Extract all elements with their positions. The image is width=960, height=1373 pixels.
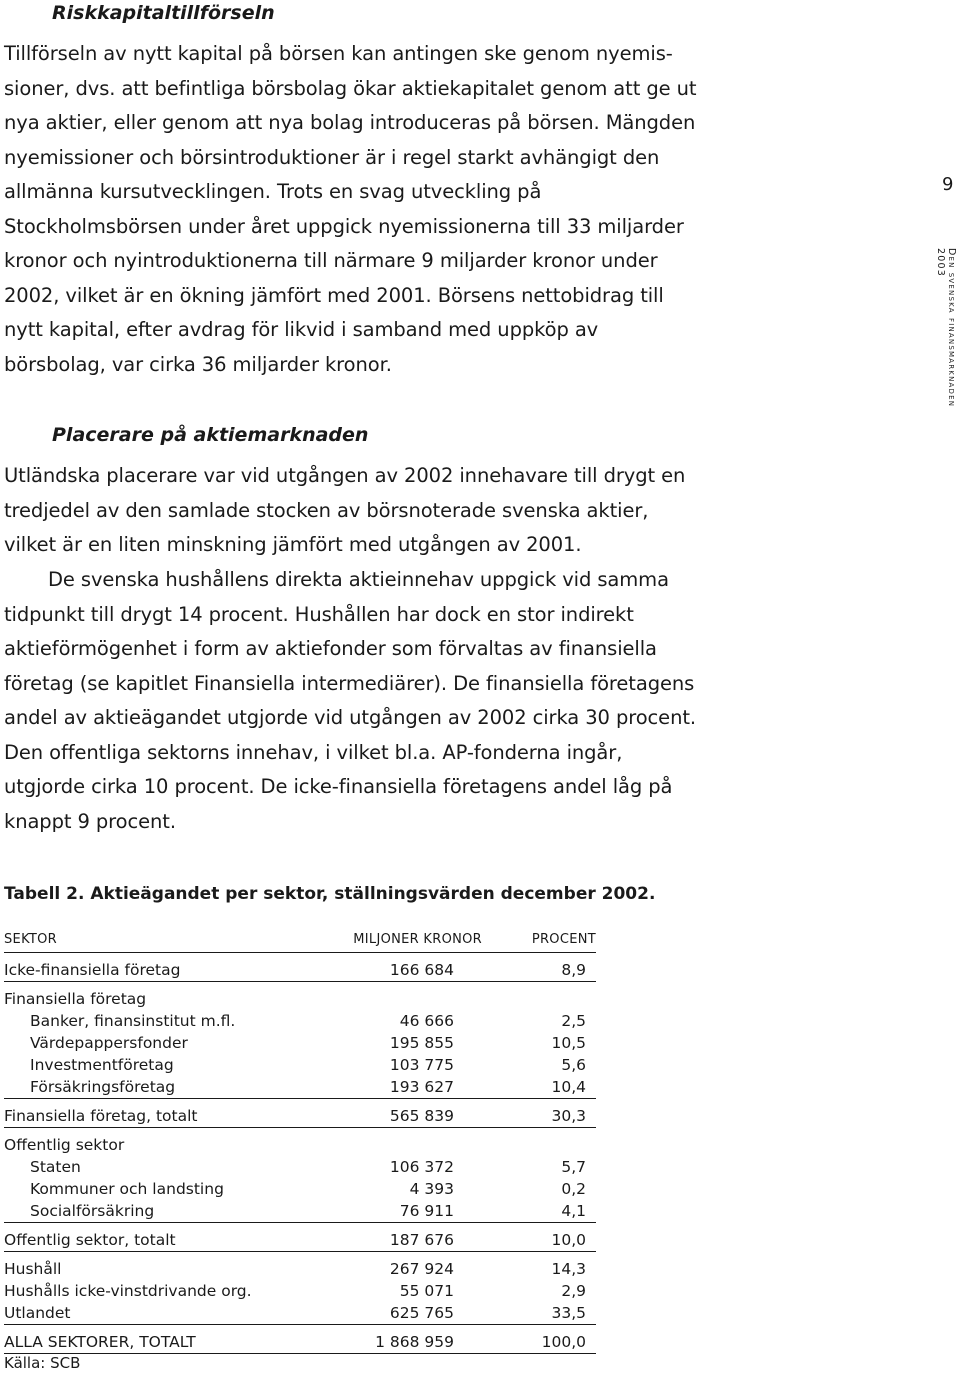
row-mkr: 193 627 <box>304 1076 484 1099</box>
table-row <box>4 1178 596 1200</box>
row-mkr: 187 676 <box>304 1223 484 1252</box>
row-mkr: 565 839 <box>304 1099 484 1128</box>
row-label: Värdepappersfonder <box>30 1034 188 1052</box>
row-pct: 2,9 <box>561 1282 586 1300</box>
row-pct: 30,3 <box>484 1099 596 1128</box>
row-pct: 14,3 <box>551 1260 586 1278</box>
table-caption: Tabell 2. Aktieägandet per sektor, ställningsvärden december 2002. <box>4 884 656 904</box>
row-pct: 5,7 <box>561 1158 586 1176</box>
row-pct: 10,5 <box>551 1034 586 1052</box>
section-heading-placerare: Placerare på aktiemarknaden <box>52 424 369 446</box>
row-mkr: 166 684 <box>304 953 484 982</box>
row-mkr: 625 765 <box>304 1302 484 1325</box>
paragraph-riskkapital: Tillförseln av nytt kapital på börsen kan antingen ske genom nyemissioner, dvs. att befintliga börsbolag ökar aktiekapitalet genom att ge ut nya aktier, eller genom att nya bolag introduceras på börsen. Mängden nyemissioner och börsintroduktioner är i regel starkt avhängigt den allmänna kursutvecklingen. Trots en svag utveckling på Stockholmsbörsen under året uppgick nyemissionerna till 33 miljarder kronor och nyintroduktionerna till närmare 9 miljarder kronor under 2002, vilket är en ökning jämfört med 2001. Börsens nettobidrag till nytt kapital, efter avdrag för likvid i samband med uppköp av börsbolag, var cirka 36 miljarder kronor. <box>4 42 697 376</box>
row-mkr: 4 393 <box>409 1180 454 1198</box>
row-label: Banker, finansinstitut m.fl. <box>30 1012 236 1030</box>
row-label: Hushåll <box>4 1260 62 1278</box>
table-row <box>4 1010 596 1032</box>
row-label: Staten <box>30 1158 81 1176</box>
row-pct: 100,0 <box>484 1325 596 1354</box>
row-pct: 5,6 <box>561 1056 586 1074</box>
table-row <box>4 982 596 1011</box>
row-label: Icke-finansiella företag <box>4 953 304 982</box>
table-row <box>4 1032 596 1054</box>
table-row <box>4 1128 596 1157</box>
row-label: Investmentföretag <box>30 1056 174 1074</box>
section-heading-riskkapital: Riskkapitaltillförseln <box>52 2 275 24</box>
table-row <box>4 1223 596 1252</box>
row-mkr: 267 924 <box>389 1260 454 1278</box>
header-sektor: SEKTOR <box>4 928 304 953</box>
row-pct: 10,0 <box>484 1223 596 1252</box>
row-label: Kommuner och landsting <box>30 1180 224 1198</box>
header-miljoner-kronor: MILJONER KRONOR <box>304 928 484 953</box>
row-label: ALLA SEKTORER, TOTALT <box>4 1325 304 1354</box>
row-mkr: 55 071 <box>399 1282 454 1300</box>
table-row <box>4 1156 596 1178</box>
table-row <box>4 1099 596 1128</box>
row-label: Offentlig sektor <box>4 1136 125 1154</box>
row-mkr: 1 868 959 <box>304 1325 484 1354</box>
row-pct: 0,2 <box>561 1180 586 1198</box>
row-label: Finansiella företag <box>4 990 147 1008</box>
table-row <box>4 1076 596 1099</box>
ownership-table <box>4 928 596 1354</box>
row-label: Utlandet <box>4 1302 304 1325</box>
paragraph-placerare-1: Utländska placerare var vid utgången av 2002 innehavare till drygt en tredjedel av den samlade stocken av börsnoterade svenska aktier, vilket är en liten minskning jämfört med utgången av 2001. <box>4 464 686 556</box>
row-label: Hushålls icke-vinstdrivande org. <box>4 1282 252 1300</box>
row-pct: 10,4 <box>484 1076 596 1099</box>
row-mkr: 103 775 <box>389 1056 454 1074</box>
running-title: Den svenska finansmarknaden 2003 <box>935 248 957 408</box>
row-label: Finansiella företag, totalt <box>4 1099 304 1128</box>
page-number: 9 <box>942 174 954 195</box>
row-mkr: 195 855 <box>389 1034 454 1052</box>
table-row <box>4 1325 596 1354</box>
table-row <box>4 1252 596 1281</box>
row-mkr: 106 372 <box>389 1158 454 1176</box>
table-source: Källa: SCB <box>4 1354 81 1372</box>
header-procent: PROCENT <box>484 928 596 953</box>
table-row <box>4 953 596 982</box>
row-pct: 8,9 <box>484 953 596 982</box>
table-row <box>4 1200 596 1223</box>
row-mkr: 76 911 <box>304 1200 484 1223</box>
row-label: Offentlig sektor, totalt <box>4 1223 304 1252</box>
row-pct: 2,5 <box>561 1012 586 1030</box>
table-row <box>4 1054 596 1076</box>
table-row <box>4 1302 596 1325</box>
row-pct: 33,5 <box>484 1302 596 1325</box>
row-pct: 4,1 <box>484 1200 596 1223</box>
row-label: Försäkringsföretag <box>4 1076 304 1099</box>
row-mkr: 46 666 <box>399 1012 454 1030</box>
table-row <box>4 1280 596 1302</box>
paragraph-placerare-2: De svenska hushållens direkta aktieinnehav uppgick vid samma tidpunkt till drygt 14 procent. Hushållen har dock en stor indirekt aktieförmögenhet i form av aktiefonder som förvaltas av finansiella företag (se kapitlet Finansiella intermediärer). De finansiella företagens andel av aktieägandet utgjorde vid utgången av 2002 cirka 30 procent. Den offentliga sektorns innehav, i vilket bl.a. AP-fonderna ingår, utgjorde cirka 10 procent. De icke-finansiella företagens andel låg på knappt 9 procent. <box>4 568 696 833</box>
table-header-row <box>4 928 596 953</box>
row-label: Socialförsäkring <box>4 1200 304 1223</box>
